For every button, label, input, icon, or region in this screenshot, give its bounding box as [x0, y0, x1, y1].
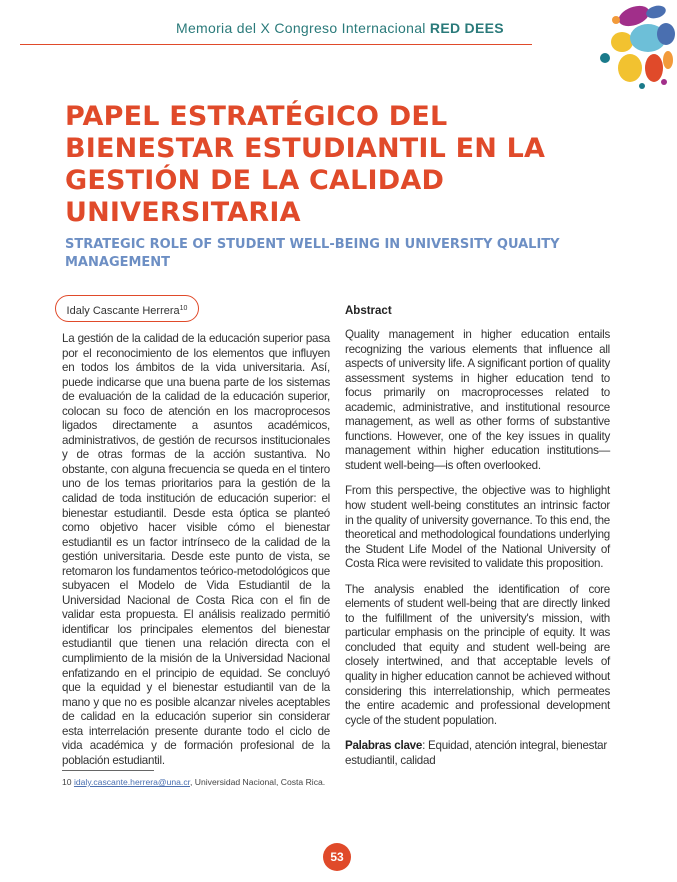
keywords-list: : Equidad, atención integral, bienestar estudiantil, calidad: [345, 739, 607, 767]
article-subtitle-english: STRATEGIC ROLE OF STUDENT WELL-BEING IN UNIVERSITY QUALITY MANAGEMENT: [65, 237, 560, 270]
abstract-paragraph: From this perspective, the objective was to highlight how student well-being constitutes an intrinsic factor in the quality of university governance. To this end, the theoretical and methodological foundations underlying the Student Life Model of the National University of Costa Rica were revisited to validate this proposition.: [345, 484, 610, 571]
footnote-rule: [62, 770, 154, 771]
resumen-paragraph: La gestión de la calidad de la educación superior pasa por el reconocimiento de los elementos que influyen en todos los ámbitos de la vida universitaria. Así, puede indicarse que una buena parte de los sistemas de evaluación de la calidad de la educación superior, colocan su foco de atención en los macroprocesos ligados directamente a asuntos académicos, administrativos, de gestión de recursos institucionales y de otras formas de la acción sustantiva. No obstante, con alguna frecuencia se queda en el tintero uno de los temas prioritarios para la gestión de la calidad de toda institución de educación superior: el bienestar estudiantil. Desde esta óptica se planteó como objetivo hacer visible cómo el bienestar estudiantil es un factor intrínseco de la calidad de la gestión universitaria. Desde este punto de vista, se retomaron los fundamentos teórico-metodológicos que subyacen el Modelo de Vida Estudiantil de la Universidad Nacional de Costa Rica con el fin de validar esta propuesta. El análisis realizado permitió identificar los principales elementos del bienestar estudiantil que tienen una relación directa con el cumplimiento de la misión de la Universidad Nacional enfatizando en el principio de equidad. Se concluyó que la equidad y el bienestar estudiantil van de la mano y que no es posible alcanzar niveles aceptables de calidad en la educación superior sin considerar esta interrelación presente durante todo el ciclo de vida académica y de formación profesional de la población estudiantil.: [62, 332, 330, 767]
header-rule: [20, 44, 532, 45]
author-name: Idaly Cascante Herrera: [66, 305, 180, 317]
abstract-column: [345, 328, 610, 768]
abstract-paragraph: Quality management in higher education entails recognizing the various elements that influence all aspects of university life. A significant portion of quality assessment systems in higher education tend to focus primarily on macroprocesses related to academic, administrative, and institutional resource management, as well as other forms of substantive functions. However, one of the key issues in quality management within higher education institutions—student well-being—is often overlooked.: [345, 328, 610, 472]
author-badge: [55, 295, 199, 322]
header-text: Memoria del X Congreso Internacional: [176, 20, 430, 36]
article-title: PAPEL ESTRATÉGICO DEL BIENESTAR ESTUDIANTIL EN LA GESTIÓN DE LA CALIDAD UNIVERSITARIA: [65, 101, 546, 228]
footnote: [62, 776, 332, 789]
footnote-email-link[interactable]: idaly.cascante.herrera@una.cr: [73, 777, 190, 787]
abstract-heading: Abstract: [345, 305, 392, 317]
page-number: 53: [323, 843, 351, 871]
keywords-label: Palabras clave: [345, 739, 423, 753]
keywords: [345, 739, 610, 768]
abstract-paragraph: The analysis enabled the identification of core elements of student well-being that are directly linked to the fulfillment of the university's mission, with particular emphasis on the principle of equity. It was concluded that equity and student well-being are closely intertwined, and that acceptable levels of quality in higher education cannot be achieved without considering this interrelationship, which permeates the entire academic and professional development cycle of the student population.: [345, 582, 610, 727]
footnote-affiliation: , Universidad Nacional, Costa Rica.: [190, 777, 326, 787]
running-header: [176, 20, 504, 36]
congress-logo-icon: [566, 2, 677, 92]
footnote-number: 10: [62, 777, 72, 787]
author-footnote-mark: 10: [179, 305, 188, 312]
header-bold: RED DEES: [429, 20, 504, 36]
